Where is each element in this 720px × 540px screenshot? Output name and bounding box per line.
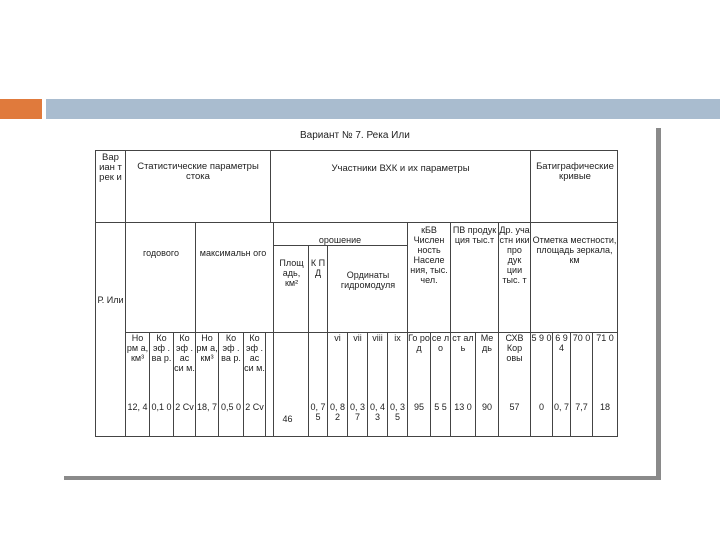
sub-b1: 5 9 0 [531, 333, 552, 343]
accent-bar-orange [0, 99, 42, 119]
header-pv: ПВ продук ция тыс.т [452, 225, 497, 245]
val-area: 46 [282, 414, 293, 424]
val-norm2: 18, 7 [196, 402, 218, 412]
sub-norm1: Но рм а, км³ [126, 333, 149, 363]
accent-bar-blue [46, 99, 720, 119]
val-vii: 0, 3 7 [349, 402, 365, 422]
val-shv: 57 [509, 402, 520, 412]
sub-cs1: Ко эф . ас си м. [174, 333, 195, 373]
val-norm1: 12, 4 [127, 402, 148, 412]
sub-cv1: Ко эф . ва р. [151, 333, 172, 363]
sub-stal: ст ал ь [452, 333, 474, 353]
val-stal: 13 0 [454, 402, 472, 412]
sub-b3: 70 0 [572, 333, 591, 343]
sub-vi: vi [334, 333, 341, 343]
val-gorod: 95 [413, 402, 424, 412]
header-dr: Др. уча стн ики про дук ции тыс. т [499, 225, 530, 285]
val-selo: 5 5 [434, 402, 447, 412]
header-irrigation: орошение [318, 235, 362, 245]
header-kbv: кБВ Числен ность Населе ния, тыс. чел. [410, 225, 448, 285]
val-cs1: 2 Cv [175, 402, 194, 412]
sub-selo: се л о [431, 333, 450, 353]
data-table [95, 150, 618, 437]
sub-viii: viii [372, 333, 383, 343]
sub-med: Ме дь [480, 333, 494, 353]
header-kpd: К П Д [310, 258, 326, 278]
val-b1: 0 [538, 402, 544, 412]
val-b4: 18 [599, 402, 610, 412]
river-label: Р. Или [97, 295, 124, 305]
header-area: Площ адь, км² [279, 258, 304, 288]
header-variant: Вар иан т рек и [99, 152, 122, 183]
sub-cv2: Ко эф . ва р. [221, 333, 241, 363]
val-med: 90 [481, 402, 492, 412]
sub-cs2: Ко эф . ас си м. [244, 333, 265, 373]
val-cv2: 0,5 0 [220, 402, 242, 412]
val-ix: 0, 3 5 [389, 402, 405, 422]
val-cv1: 0,1 0 [151, 402, 172, 412]
sub-gorod: Го ро д [408, 333, 430, 353]
image-shadow-bottom [64, 476, 661, 480]
header-mark: Отметка местности, площадь зеркала, км [532, 235, 617, 265]
sub-b4: 71 0 [596, 333, 614, 343]
image-shadow-right [656, 128, 661, 479]
header-bathy: Батиграфические кривые [536, 161, 614, 182]
sub-ix: ix [394, 333, 401, 343]
sub-norm2: Но рм а, км³ [196, 333, 218, 363]
sub-shv: СХВ Кор овы [505, 333, 524, 363]
header-stat-params: Статистические параметры стока [137, 161, 259, 182]
val-vi: 0, 8 2 [329, 402, 345, 422]
header-annual: годового [143, 248, 179, 258]
header-participants: Участники ВХК и их параметры [331, 163, 470, 174]
val-b2: 0, 7 [553, 402, 569, 412]
document-title: Вариант № 7. Река Или [300, 130, 410, 141]
sub-vii: vii [353, 333, 362, 343]
header-ordinates: Ординаты гидромодуля [340, 270, 396, 290]
val-viii: 0, 4 3 [369, 402, 385, 422]
header-maximal: максимальн ого [199, 248, 267, 258]
sub-b2: 6 9 4 [555, 333, 568, 353]
val-cs2: 2 Cv [245, 402, 264, 412]
val-kpd: 0, 7 5 [310, 402, 326, 422]
val-b3: 7,7 [575, 402, 588, 412]
